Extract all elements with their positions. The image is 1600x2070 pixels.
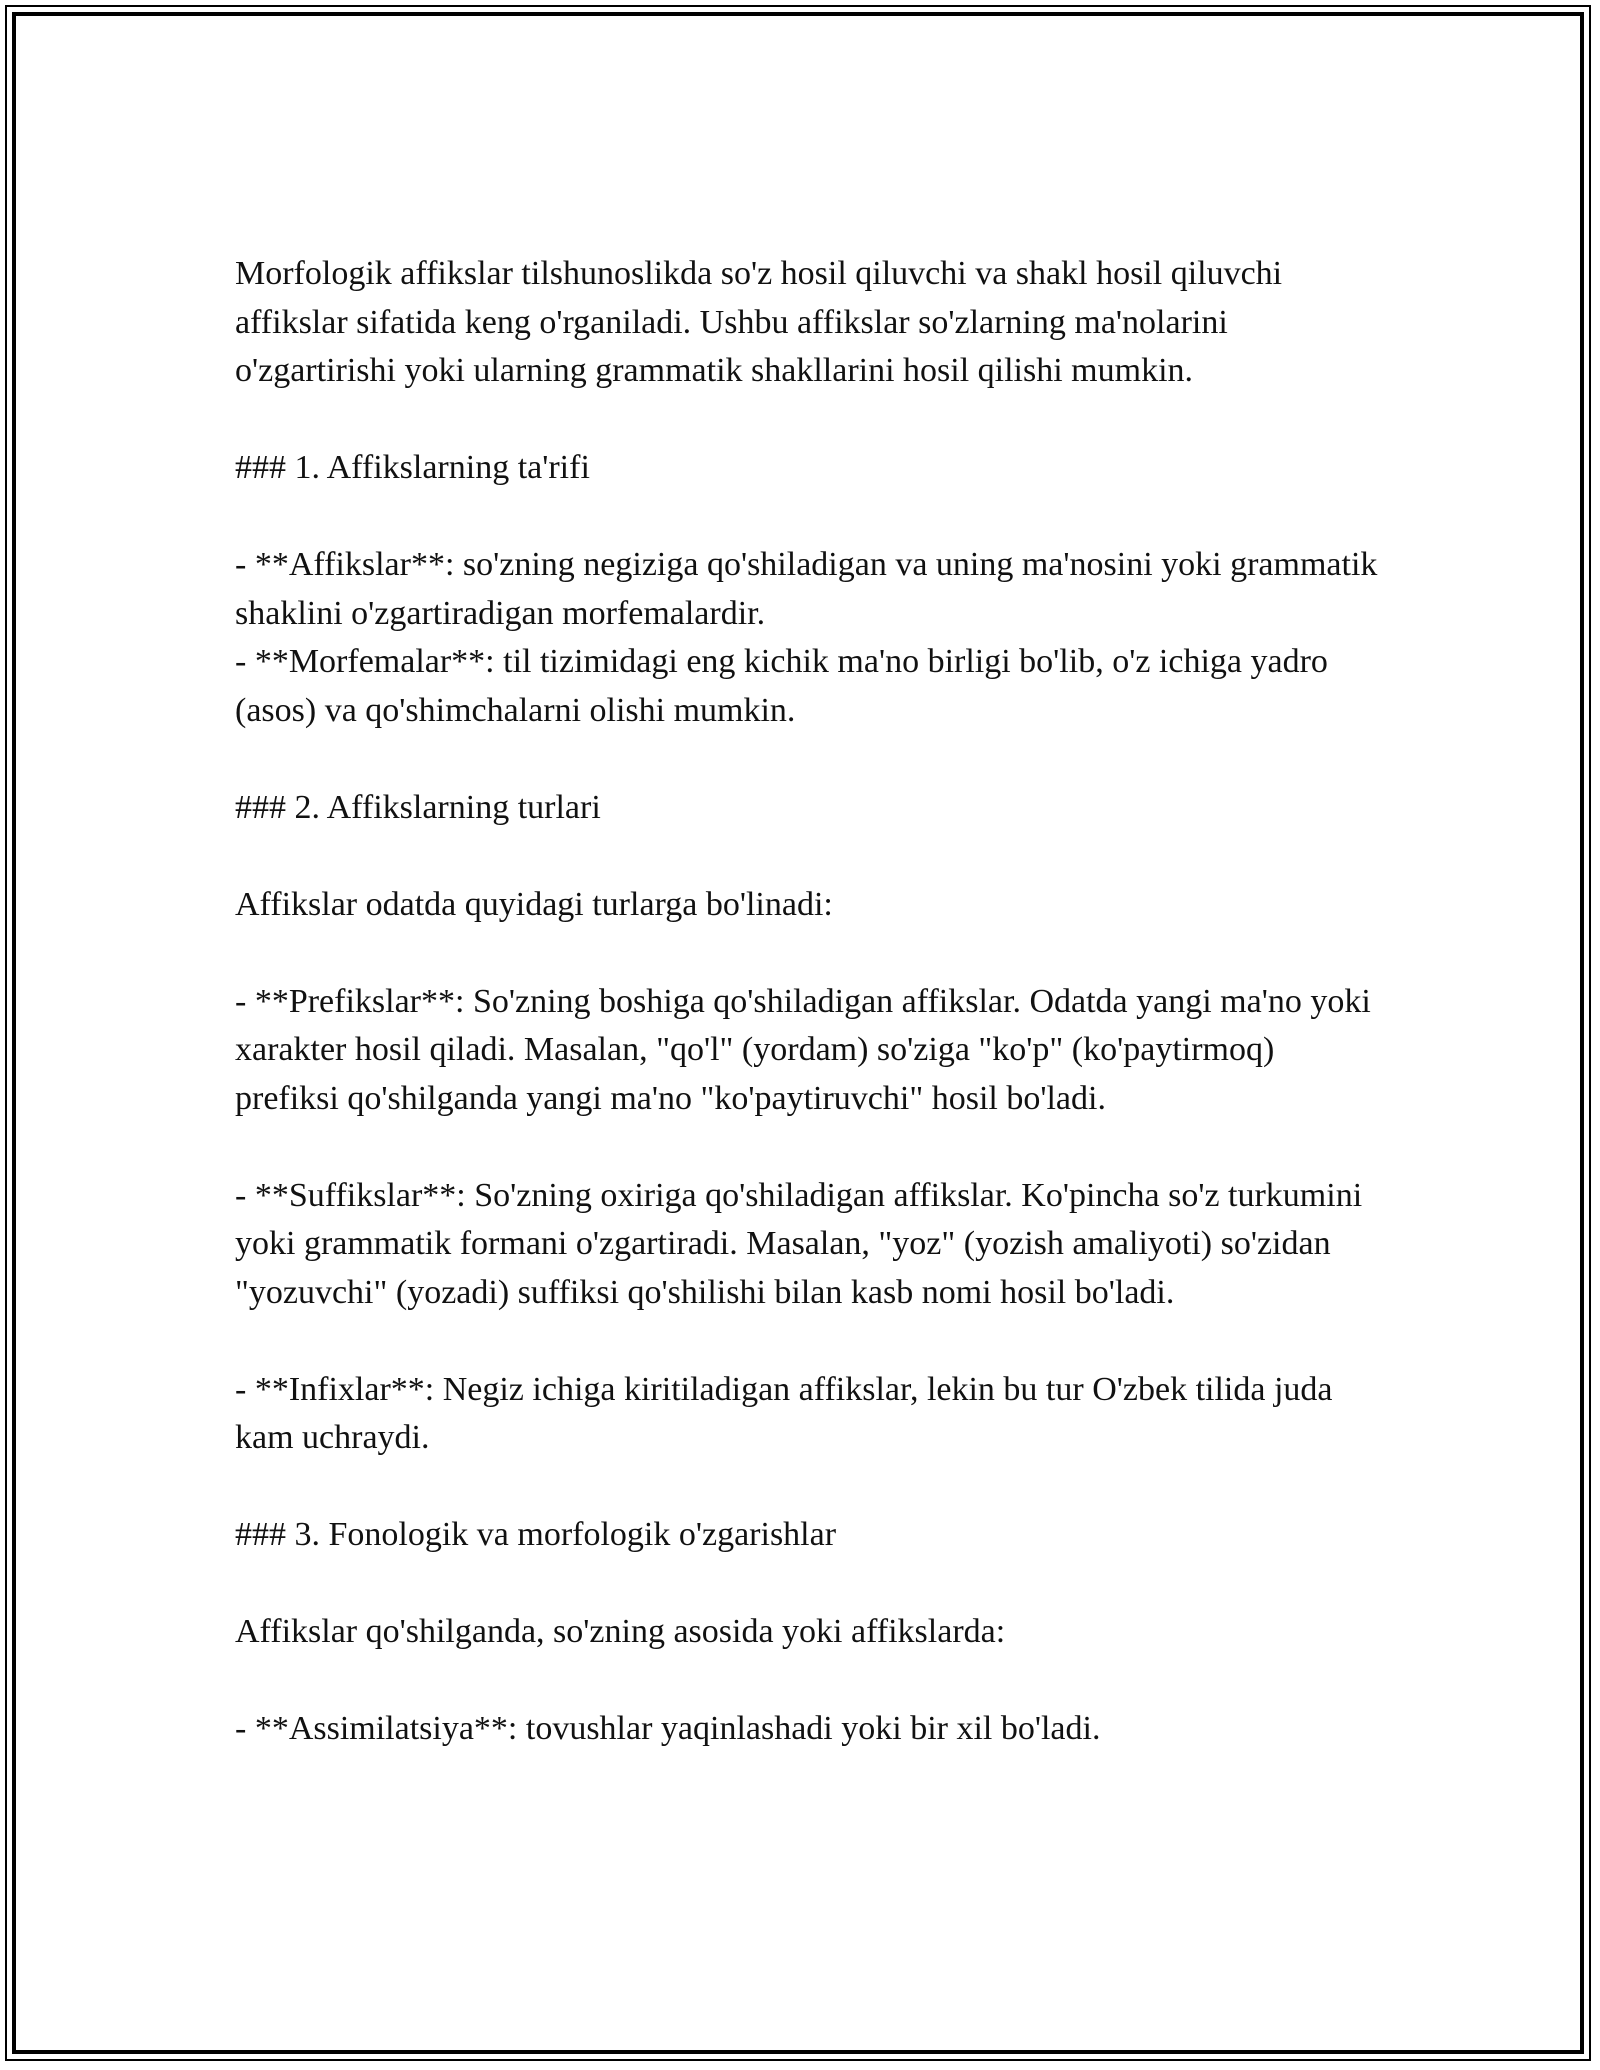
list-item-affikslar: - **Affikslar**: so'zning negiziga qo'shiladigan va uning ma'nosini yoki grammatik shaklini o'zgartiradigan morfemalardir. bbox=[235, 546, 1378, 632]
spacer bbox=[235, 1123, 1380, 1172]
types-intro-paragraph: Affikslar odatda quyidagi turlarga bo'linadi: bbox=[235, 885, 833, 923]
spacer bbox=[235, 1463, 1380, 1512]
section-heading-3: ### 3. Fonologik va morfologik o'zgarishlar bbox=[235, 1516, 837, 1553]
section-heading-1: ### 1. Affikslarning ta'rifi bbox=[235, 449, 590, 486]
spacer bbox=[235, 1657, 1380, 1706]
document-body bbox=[235, 250, 1380, 1754]
prefikslar-paragraph: - **Prefikslar**: So'zning boshiga qo'shiladigan affikslar. Odatda yangi ma'no yoki xarakter hosil qiladi. Masalan, "qo'l" (yordam) so'ziga "ko'p" (ko'paytirmoq) prefiksi qo'shilganda yangi ma'no "ko'paytiruvchi" hosil bo'ladi. bbox=[235, 982, 1371, 1117]
assimilatsiya-paragraph: - **Assimilatsiya**: tovushlar yaqinlashadi yoki bir xil bo'ladi. bbox=[235, 1710, 1101, 1747]
spacer bbox=[235, 832, 1380, 881]
infixlar-paragraph: - **Infixlar**: Negiz ichiga kiritiladigan affikslar, lekin bu tur O'zbek tilida juda kam uchraydi. bbox=[235, 1370, 1333, 1456]
spacer bbox=[235, 493, 1380, 542]
list-item-morfemalar: - **Morfemalar**: til tizimidagi eng kichik ma'no birligi bo'lib, o'z ichiga yadro (asos) va qo'shimchalarni olishi mumkin. bbox=[235, 643, 1328, 729]
spacer bbox=[235, 929, 1380, 978]
spacer bbox=[235, 735, 1380, 784]
changes-intro-paragraph: Affikslar qo'shilganda, so'zning asosida yoki affikslarda: bbox=[235, 1613, 1006, 1650]
section-heading-2: ### 2. Affikslarning turlari bbox=[235, 788, 601, 826]
spacer bbox=[235, 1560, 1380, 1609]
intro-paragraph: Morfologik affikslar tilshunoslikda so'z hosil qiluvchi va shakl hosil qiluvchi affikslar sifatida keng o'rganiladi. Ushbu affikslar so'zlarning ma'nolarini o'zgartirishi yoki ularning grammatik shakllarini hosil qilishi mumkin. bbox=[235, 255, 1283, 389]
suffikslar-paragraph: - **Suffikslar**: So'zning oxiriga qo'shiladigan affikslar. Ko'pincha so'z turkumini yoki grammatik formani o'zgartiradi. Masalan, "yoz" (yozish amaliyoti) so'zidan "yozuvchi" (yozadi) suffiksi qo'shilishi bilan kasb nomi hosil bo'ladi. bbox=[235, 1176, 1363, 1311]
spacer bbox=[235, 1317, 1380, 1366]
spacer bbox=[235, 396, 1380, 445]
